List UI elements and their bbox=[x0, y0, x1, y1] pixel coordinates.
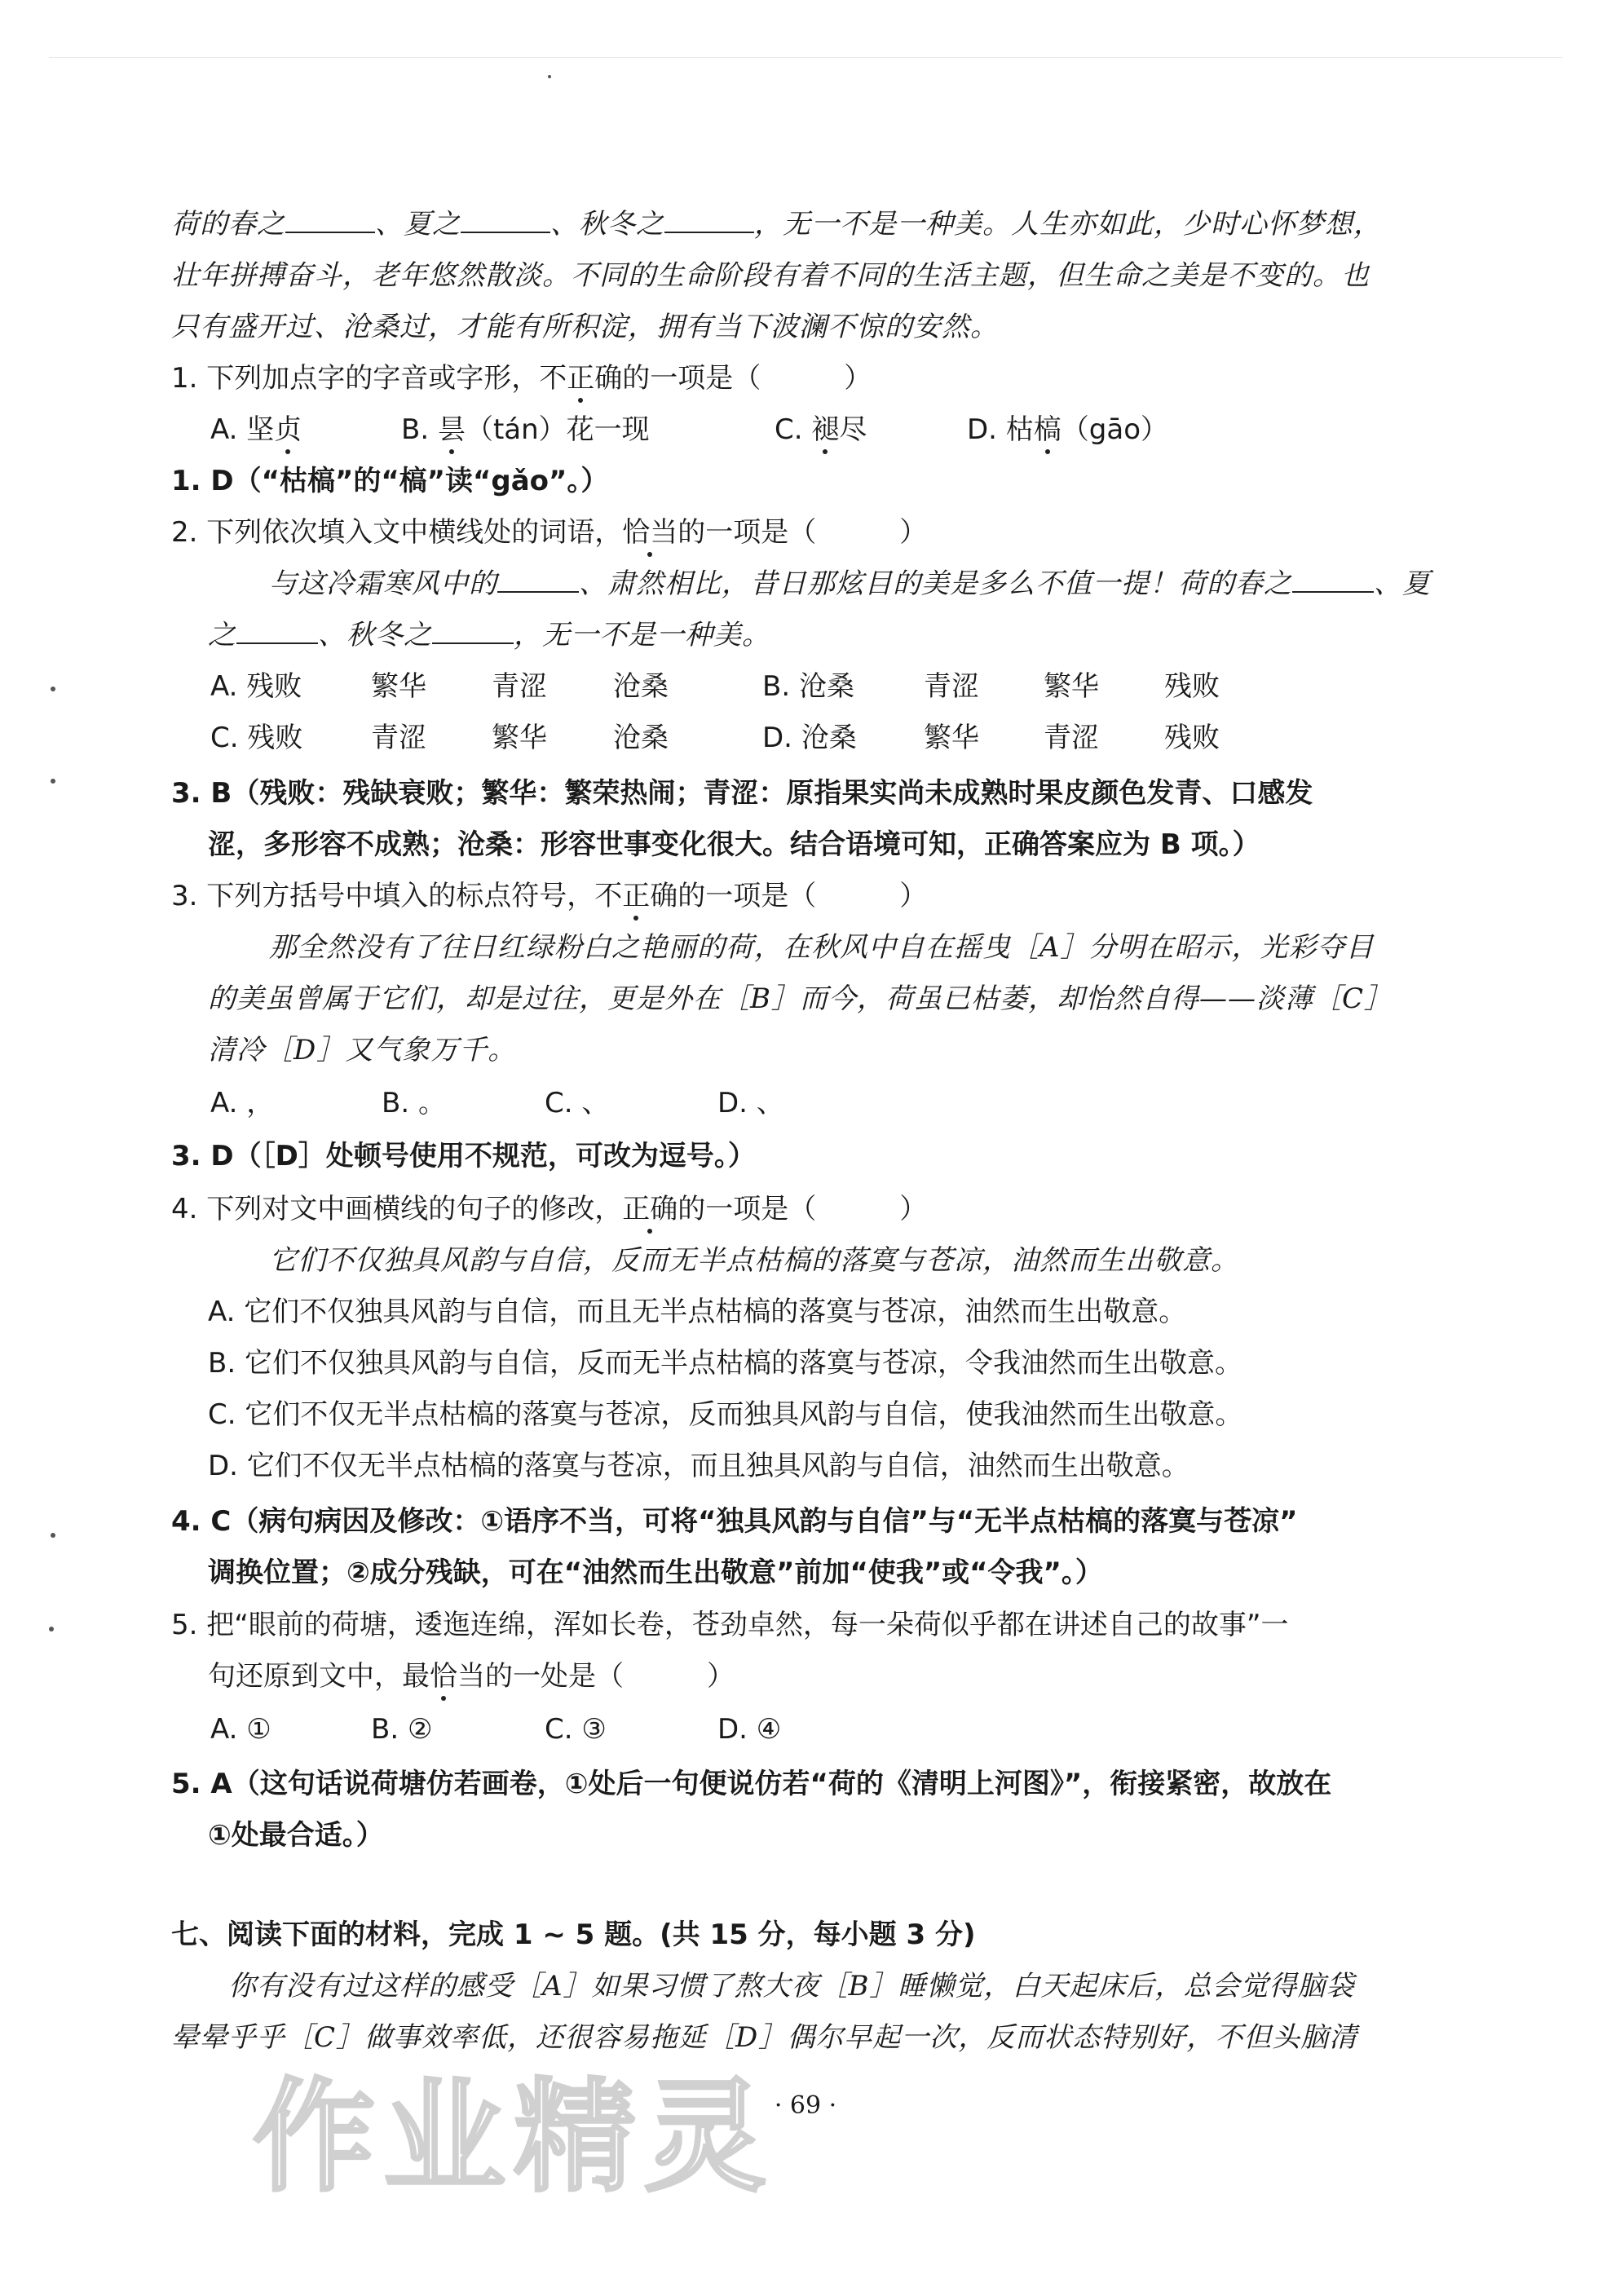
question-1-option-c: C. 褪尽 bbox=[775, 413, 867, 446]
section-7-text-1: 你有没有过这样的感受［A］如果习惯了熬大夜［B］睡懒觉，白天起床后，总会觉得脑袋 bbox=[228, 1970, 1355, 2002]
question-2-stem: 2. 下列依次填入文中横线处的词语，恰当的一项是（ ） bbox=[171, 516, 928, 549]
passage-line-1: 荷的春之 、夏之 、秋冬之 ，无一不是一种美。人生亦如此，少时心怀梦想， bbox=[171, 208, 1382, 241]
question-5-option-c: C. ③ bbox=[545, 1713, 607, 1746]
question-3-option-b: B. 。 bbox=[382, 1087, 446, 1119]
question-5-option-b: B. ② bbox=[371, 1713, 433, 1746]
question-2-text-2: 之 、秋冬之 ，无一不是一种美。 bbox=[208, 619, 770, 651]
question-5-option-a: A. ① bbox=[210, 1713, 271, 1746]
question-2-option: A. 残败 bbox=[210, 670, 302, 703]
question-2-option-word: 繁华 bbox=[371, 670, 426, 703]
question-2-option-word: 繁华 bbox=[492, 722, 547, 754]
question-1-answer: 1. D（“枯槁”的“槁”读“gǎo”。） bbox=[171, 465, 609, 497]
passage-line-3: 只有盛开过、沧桑过，才能有所积淀，拥有当下波澜不惊的安然。 bbox=[171, 311, 999, 343]
question-1-option-a: A. 坚贞 bbox=[210, 413, 302, 446]
section-7-title: 七、阅读下面的材料，完成 1 ~ 5 题。(共 15 分，每小题 3 分) bbox=[171, 1918, 976, 1951]
section-7-text-2: 晕晕乎乎［C］做事效率低，还很容易拖延［D］偶尔早起一次，反而状态特别好，不但头脑清 bbox=[171, 2021, 1358, 2054]
question-2-option-word: 沧桑 bbox=[613, 722, 669, 754]
question-3-text-1: 那全然没有了往日红绿粉白之艳丽的荷，在秋风中自在摇曳［A］分明在昭示，光彩夺目 bbox=[269, 931, 1375, 964]
scan-speck bbox=[51, 1533, 55, 1538]
question-2-option-word: 残败 bbox=[1164, 670, 1220, 703]
question-5-option-d: D. ④ bbox=[717, 1713, 782, 1746]
question-4-sentence: 它们不仅独具风韵与自信，反而无半点枯槁的落寞与苍凉，油然而生出敬意。 bbox=[269, 1244, 1239, 1277]
scan-speck bbox=[49, 1627, 54, 1631]
question-4-stem: 4. 下列对文中画横线的句子的修改，正确的一项是（ ） bbox=[171, 1193, 928, 1225]
passage-line-2: 壮年拼搏奋斗，老年悠然散淡。不同的生命阶段有着不同的生活主题，但生命之美是不变的。也 bbox=[171, 259, 1370, 292]
question-3-option-a: A. ， bbox=[210, 1087, 275, 1119]
page-number: · 69 · bbox=[774, 2091, 837, 2120]
scan-speck bbox=[51, 779, 55, 784]
watermark: 作业精灵 bbox=[253, 2067, 775, 2209]
question-3-option-d: D. 、 bbox=[717, 1087, 784, 1119]
question-3-text-2: 的美虽曾属于它们，却是过往，更是外在［B］而今，荷虽已枯萎，却怡然自得——淡薄［C］ bbox=[208, 982, 1393, 1015]
question-2-option-word: 残败 bbox=[1164, 722, 1220, 754]
question-4-option-c: C. 它们不仅无半点枯槁的落寞与苍凉，反而独具风韵与自信，使我油然而生出敬意。 bbox=[208, 1398, 1243, 1431]
question-2-option-word: 繁华 bbox=[924, 722, 979, 754]
question-2-option: C. 残败 bbox=[210, 722, 303, 754]
question-2-answer-line-1: 3. B（残败：残缺衰败；繁华：繁荣热闹；青涩：原指果实尚未成熟时果皮颜色发青、口感发 bbox=[171, 777, 1313, 810]
question-4-option-a: A. 它们不仅独具风韵与自信，而且无半点枯槁的落寞与苍凉，油然而生出敬意。 bbox=[208, 1296, 1187, 1328]
question-2-text-1: 与这冷霜寒风中的 、肃然相比，昔日那炫目的美是多么不值一提！荷的春之 、夏 bbox=[269, 567, 1431, 600]
question-2-answer-line-2: 涩，多形容不成熟；沧桑：形容世事变化很大。结合语境可知，正确答案应为 B 项。） bbox=[208, 828, 1260, 861]
question-2-option-word: 青涩 bbox=[1044, 722, 1099, 754]
question-2-option: D. 沧桑 bbox=[762, 722, 857, 754]
question-2-option-word: 沧桑 bbox=[613, 670, 669, 703]
question-5-stem-line-1: 5. 把“眼前的荷塘，逶迤连绵，浑如长卷，苍劲卓然，每一朵荷似乎都在讲述自己的故事”一 bbox=[171, 1609, 1289, 1641]
question-1-option-b: B. 昙（tán）花一现 bbox=[401, 413, 650, 446]
question-1-option-d: D. 枯槁（gāo） bbox=[967, 413, 1169, 446]
question-2-option-word: 青涩 bbox=[492, 670, 547, 703]
question-2-option-word: 繁华 bbox=[1044, 670, 1099, 703]
scan-edge bbox=[49, 57, 1562, 58]
question-1-stem: 1. 下列加点字的字音或字形，不正确的一项是（ ） bbox=[171, 362, 872, 395]
question-5-answer-line-2: ①处最合适。） bbox=[208, 1819, 384, 1852]
question-3-stem: 3. 下列方括号中填入的标点符号，不正确的一项是（ ） bbox=[171, 880, 928, 912]
question-5-answer-line-1: 5. A（这句话说荷塘仿若画卷，①处后一句便说仿若“荷的《清明上河图》”，衔接紧密，故放在 bbox=[171, 1768, 1332, 1800]
question-2-option-word: 青涩 bbox=[924, 670, 979, 703]
question-2-option-word: 青涩 bbox=[371, 722, 426, 754]
scan-speck bbox=[51, 687, 55, 691]
question-3-text-3: 清冷［D］又气象万千。 bbox=[208, 1034, 517, 1066]
scan-speck bbox=[548, 75, 551, 78]
question-2-option: B. 沧桑 bbox=[762, 670, 854, 703]
question-4-answer-line-2: 调换位置；②成分残缺，可在“油然而生出敬意”前加“使我”或“令我”。） bbox=[208, 1556, 1103, 1589]
question-4-option-b: B. 它们不仅独具风韵与自信，反而无半点枯槁的落寞与苍凉，令我油然而生出敬意。 bbox=[208, 1347, 1242, 1380]
question-3-answer: 3. D（［D］处顿号使用不规范，可改为逗号。） bbox=[171, 1140, 756, 1172]
question-4-answer-line-1: 4. C（病句病因及修改：①语序不当，可将“独具风韵与自信”与“无半点枯槁的落寞与苍凉” bbox=[171, 1505, 1298, 1538]
question-5-stem-line-2: 句还原到文中，最恰当的一处是（ ） bbox=[208, 1660, 735, 1693]
question-4-option-d: D. 它们不仅无半点枯槁的落寞与苍凉，而且独具风韵与自信，油然而生出敬意。 bbox=[208, 1450, 1189, 1482]
question-3-option-c: C. 、 bbox=[545, 1087, 610, 1119]
